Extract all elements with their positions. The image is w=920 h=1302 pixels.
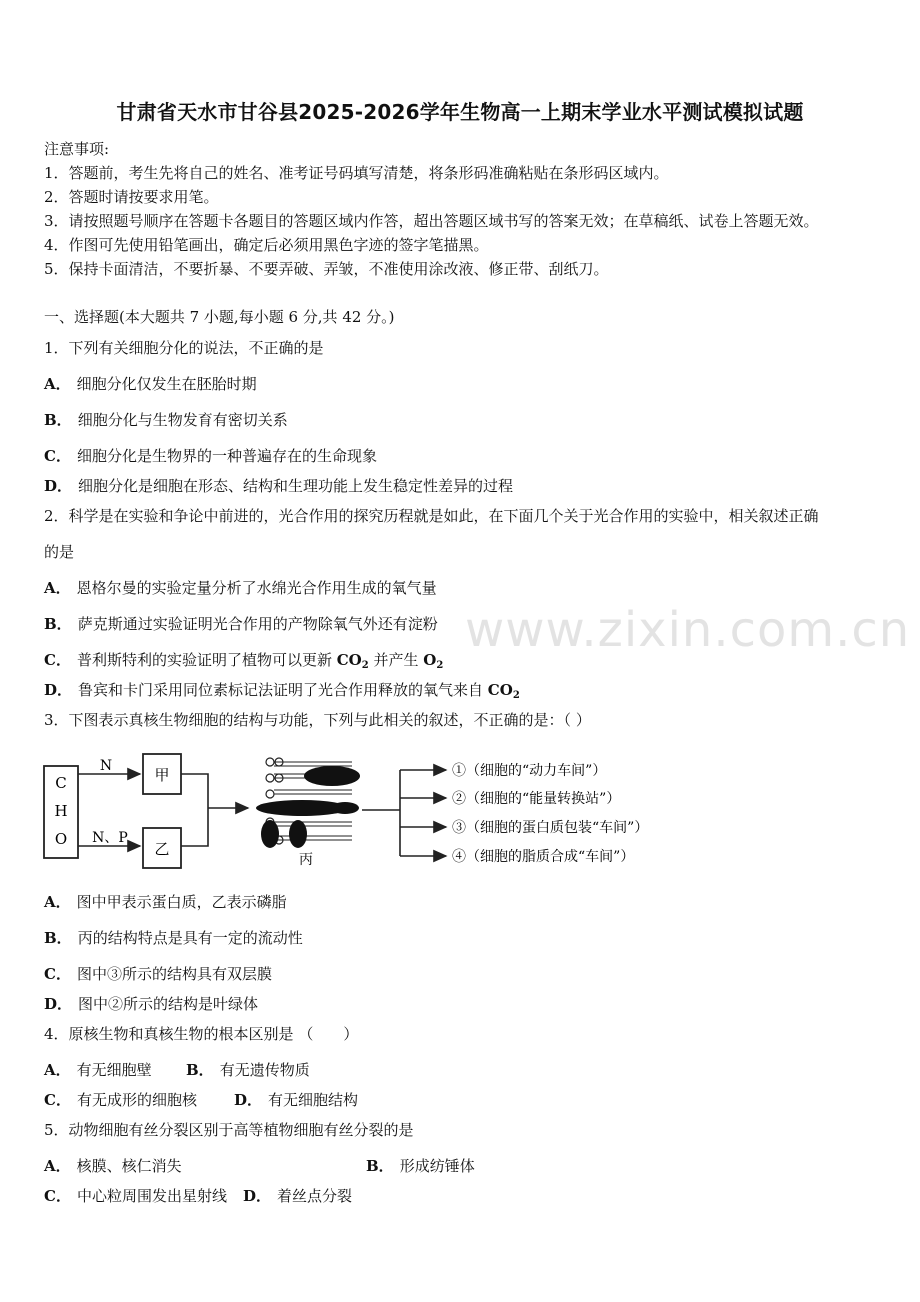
subscript: 2 — [361, 660, 369, 671]
box-yi-label: 乙 — [154, 840, 170, 858]
option-label: A． — [44, 893, 71, 911]
question-4-stem: 4．原核生物和真核生物的根本区别是 （ ） — [44, 1025, 359, 1043]
membrane-label: 丙 — [299, 852, 313, 868]
option-label: B． — [186, 1061, 214, 1079]
arrow-label-n: N — [99, 758, 113, 774]
option-text: 普利斯特利的实验证明了植物可以更新 — [76, 651, 337, 669]
option-label: A． — [44, 1061, 71, 1079]
q1-option-d — [44, 476, 513, 496]
option-text: 细胞分化是细胞在形态、结构和生理功能上发生稳定性差异的过程 — [78, 477, 514, 495]
q2-option-b — [44, 614, 438, 634]
question-3-stem: 3．下图表示真核生物细胞的结构与功能，下列与此相关的叙述，不正确的是：（ ） — [44, 711, 591, 729]
q2-option-c — [44, 650, 443, 676]
option-text: 有无遗传物质 — [219, 1061, 310, 1079]
q4-option-a — [44, 1060, 152, 1080]
option-text: 萨克斯通过实验证明光合作用的产物除氧气外还有淀粉 — [77, 615, 438, 633]
option-label: D． — [234, 1091, 263, 1109]
q3-option-c — [44, 964, 272, 984]
option-text: 并产生 — [368, 651, 424, 669]
option-text: 恩格尔曼的实验定量分析了水绵光合作用生成的氧气量 — [76, 579, 437, 597]
watermark: www.zixin.com.cn — [465, 602, 911, 658]
option-label: C． — [44, 1187, 71, 1205]
section-heading: 一、选择题(本大题共 7 小题,每小题 6 分,共 42 分。) — [44, 308, 395, 326]
option-text: 着丝点分裂 — [277, 1187, 353, 1205]
element-o: O — [54, 830, 68, 848]
q2-option-a — [44, 578, 437, 598]
option-label: C． — [44, 1091, 71, 1109]
cell-structure-diagram — [40, 748, 700, 872]
output-2: ②（细胞的“能量转换站”） — [452, 791, 621, 807]
option-label: D． — [44, 681, 73, 699]
arrow-label-np: N、P — [92, 830, 128, 846]
option-label: A． — [44, 375, 71, 393]
question-2-stem: 2．科学是在实验和争论中前进的，光合作用的探究历程就是如此，在下面几个关于光合作用的实验中，相关叙述正确 — [44, 507, 819, 525]
subscript: 2 — [512, 690, 520, 701]
option-label: D． — [44, 477, 73, 495]
option-text: 核膜、核仁消失 — [76, 1157, 182, 1175]
output-3: ③（细胞的蛋白质包装“车间”） — [452, 820, 649, 836]
box-jia-label: 甲 — [154, 766, 170, 784]
question-1-stem: 1．下列有关细胞分化的说法，不正确的是 — [44, 339, 324, 357]
q3-option-d — [44, 994, 258, 1014]
notice-item: 3．请按照题号顺序在答题卡各题目的答题区域内作答，超出答题区域书写的答案无效；在草稿纸、试卷上答题无效。 — [44, 212, 819, 230]
option-text: 有无成形的细胞核 — [76, 1091, 197, 1109]
q4-option-b — [186, 1060, 310, 1080]
formula-co: CO — [336, 651, 362, 669]
q3-option-a — [44, 892, 287, 912]
output-4: ④（细胞的脂质合成“车间”） — [452, 849, 635, 865]
option-label: A． — [44, 579, 71, 597]
option-text: 中心粒周围发出星射线 — [76, 1187, 227, 1205]
q2-option-d — [44, 680, 520, 706]
page-title: 甘肃省天水市甘谷县2025-2026学年生物高一上期末学业水平测试模拟试题 — [116, 100, 804, 124]
option-text: 有无细胞结构 — [268, 1091, 359, 1109]
q5-option-b — [366, 1156, 475, 1176]
notice-item: 2．答题时请按要求用笔。 — [44, 188, 219, 206]
notice-item: 4．作图可先使用铅笔画出，确定后必须用黑色字迹的签字笔描黑。 — [44, 236, 489, 254]
notice-heading: 注意事项: — [44, 140, 110, 158]
formula-o: O — [423, 651, 437, 669]
membrane-icon — [256, 758, 360, 848]
option-label: A． — [44, 1157, 71, 1175]
option-text: 鲁宾和卡门采用同位素标记法证明了光合作用释放的氧气来自 — [78, 681, 488, 699]
option-label: C． — [44, 965, 71, 983]
q4-option-c — [44, 1090, 197, 1110]
option-label: B． — [44, 411, 72, 429]
output-1: ①（细胞的“动力车间”） — [452, 763, 607, 779]
question-2-stem-cont: 的是 — [44, 543, 75, 561]
option-text: 图中③所示的结构具有双层膜 — [76, 965, 272, 983]
q1-option-b — [44, 410, 288, 430]
option-text: 形成纺锤体 — [399, 1157, 475, 1175]
option-text: 丙的结构特点是具有一定的流动性 — [77, 929, 303, 947]
option-label: C． — [44, 447, 71, 465]
notice-item: 5．保持卡面清洁，不要折暴、不要弄破、弄皱，不准使用涂改液、修正带、刮纸刀。 — [44, 260, 609, 278]
element-c: C — [55, 774, 67, 792]
element-h: H — [54, 802, 68, 820]
subscript: 2 — [436, 660, 444, 671]
option-label: B． — [44, 929, 72, 947]
q1-option-c — [44, 446, 377, 466]
option-text: 有无细胞壁 — [76, 1061, 152, 1079]
q3-option-b — [44, 928, 303, 948]
option-text: 细胞分化与生物发育有密切关系 — [77, 411, 288, 429]
option-text: 细胞分化是生物界的一种普遍存在的生命现象 — [76, 447, 377, 465]
option-text: 图中②所示的结构是叶绿体 — [78, 995, 259, 1013]
q5-option-c — [44, 1186, 227, 1206]
option-label: D． — [44, 995, 73, 1013]
option-text: 细胞分化仅发生在胚胎时期 — [76, 375, 257, 393]
q5-option-a — [44, 1156, 182, 1176]
q4-option-d — [234, 1090, 358, 1110]
option-label: B． — [44, 615, 72, 633]
option-text: 图中甲表示蛋白质，乙表示磷脂 — [76, 893, 287, 911]
option-label: D． — [243, 1187, 272, 1205]
formula-co: CO — [487, 681, 513, 699]
question-5-stem: 5．动物细胞有丝分裂区别于高等植物细胞有丝分裂的是 — [44, 1121, 414, 1139]
option-label: C． — [44, 651, 71, 669]
notice-item: 1．答题前，考生先将自己的姓名、准考证号码填写清楚，将条形码准确粘贴在条形码区域内。 — [44, 164, 669, 182]
option-label: B． — [366, 1157, 394, 1175]
q5-option-d — [243, 1186, 352, 1206]
q1-option-a — [44, 374, 257, 394]
